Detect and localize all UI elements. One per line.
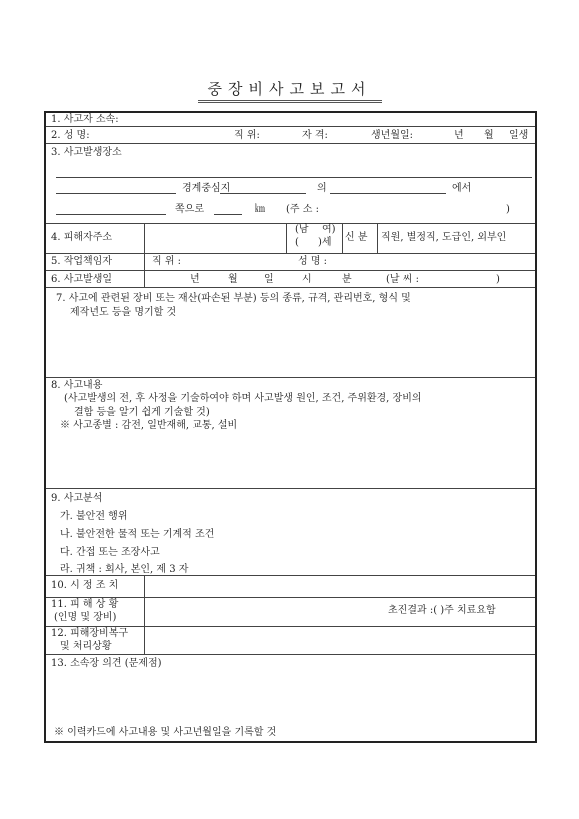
row-divider <box>46 126 535 127</box>
position-label: 직 위: <box>234 130 260 141</box>
row-divider <box>46 253 535 254</box>
date-year: 년 <box>190 274 200 285</box>
direction-label: 쪽으로 <box>175 204 204 215</box>
distance-blank <box>214 214 242 215</box>
damage-label: 11. 피 해 상 황 <box>51 599 119 610</box>
details-instruction-2: 결함 등을 알기 쉽게 기술할 것) <box>74 407 210 418</box>
birthdate-label: 생년월일: <box>371 130 414 141</box>
correction-label: 10. 시 정 조 치 <box>51 580 119 591</box>
at-label: 에서 <box>452 183 472 194</box>
equipment-instruction-2: 제작년도 등을 명기할 것 <box>70 307 177 318</box>
birth-month-label: 월 <box>484 130 494 141</box>
row-divider <box>46 654 535 655</box>
name-label: 2. 성 명: <box>51 130 90 141</box>
location-blank <box>56 214 166 215</box>
status-label: 신 분 <box>345 232 368 243</box>
opinion-label: 13. 소속장 의견 (문제점) <box>51 658 162 669</box>
analysis-c: 다. 간접 또는 조장사고 <box>60 547 160 558</box>
km-unit: ㎞ <box>255 204 265 215</box>
location-blank <box>330 193 446 194</box>
victim-address-label: 4. 피해자주소 <box>51 232 113 243</box>
col-divider <box>144 223 145 287</box>
col-divider <box>286 223 287 253</box>
recovery-label: 12. 피해장비복구 <box>51 628 129 639</box>
via-label: 경계중심지 <box>182 183 231 194</box>
age-open: ( <box>295 237 299 248</box>
supervisor-position: 직 위 : <box>152 256 182 267</box>
date-day: 일 <box>264 274 274 285</box>
title-underline <box>198 100 382 101</box>
title-underline-2 <box>198 102 382 103</box>
form-title: 중장비사고보고서 <box>207 80 372 98</box>
birth-day-label: 일생 <box>509 130 529 141</box>
address-close: ) <box>506 204 510 215</box>
diagnosis-result: 초진결과 :( )주 치료요함 <box>388 605 496 616</box>
location-line <box>56 177 532 178</box>
belong-label: 1. 사고자 소속: <box>51 114 119 125</box>
supervisor-name: 성 명 : <box>298 256 328 267</box>
row-divider <box>46 626 535 627</box>
recovery-label-2: 및 처리상황 <box>60 641 112 652</box>
age-close: )세 <box>318 237 332 248</box>
row-divider <box>46 287 535 288</box>
qualification-label: 자 격: <box>302 130 328 141</box>
row-divider <box>46 488 535 489</box>
weather-label: (날 씨 : <box>386 274 419 285</box>
accident-report-form <box>44 111 537 743</box>
row-divider <box>46 270 535 271</box>
analysis-label: 9. 사고분석 <box>51 493 103 504</box>
col-divider <box>377 223 378 253</box>
weather-close: ) <box>496 274 500 285</box>
col-divider <box>342 223 343 253</box>
row-divider <box>46 377 535 378</box>
location-label: 3. 사고발생장소 <box>51 147 122 158</box>
row-divider <box>46 223 535 224</box>
date-minute: 분 <box>342 274 352 285</box>
col-divider <box>144 575 145 654</box>
sex-male: (남 <box>295 224 309 235</box>
date-month: 월 <box>228 274 238 285</box>
record-note: ※ 이력카드에 사고내용 및 사고년월일을 기록할 것 <box>54 727 277 738</box>
analysis-d: 라. 귀책 : 회사, 본인, 제 3 자 <box>60 564 189 575</box>
accident-type-note: ※ 사고종별 : 감전, 일반재해, 교통, 설비 <box>60 420 238 431</box>
birth-year-label: 년 <box>454 130 464 141</box>
location-blank <box>56 193 176 194</box>
details-label: 8. 사고내용 <box>51 380 103 391</box>
analysis-a: 가. 불안전 행위 <box>60 511 128 522</box>
date-hour: 시 <box>302 274 312 285</box>
address-label: (주 소 : <box>286 204 319 215</box>
damage-label-2: (인명 및 장비) <box>54 612 117 623</box>
equipment-instruction: 7. 사고에 관련된 장비 또는 재산(파손된 부분) 등의 종류, 규격, 관리번호, 형식 및 <box>56 293 411 304</box>
sex-female: 여) <box>322 224 336 235</box>
row-divider <box>46 143 535 144</box>
row-divider <box>46 597 535 598</box>
analysis-b: 나. 불안전한 물적 또는 기계적 조건 <box>60 529 215 540</box>
status-values: 직원, 별정직, 도급인, 외부인 <box>381 232 507 243</box>
location-blank <box>220 193 306 194</box>
supervisor-label: 5. 작업책임자 <box>51 256 113 267</box>
details-instruction: (사고발생의 전, 후 사정을 기술하여야 하며 사고발생 원인, 조건, 주위환경, 장비의 <box>64 393 422 404</box>
accident-date-label: 6. 사고발생일 <box>51 274 113 285</box>
of-label: 의 <box>317 183 327 194</box>
